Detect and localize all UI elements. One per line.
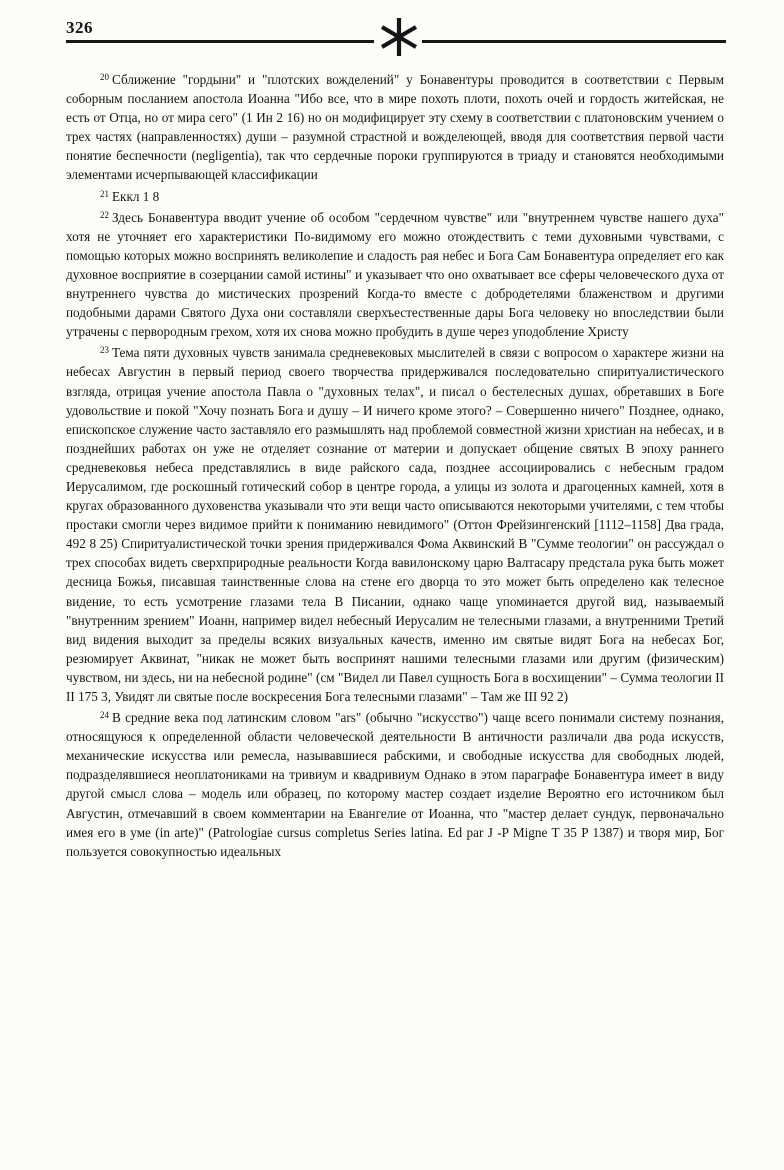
footnote-number: 23 bbox=[100, 345, 109, 356]
page-number: 326 bbox=[66, 18, 93, 37]
header-rule-left bbox=[66, 40, 374, 43]
footnote-20 bbox=[66, 68, 724, 185]
footnotes-body bbox=[66, 68, 724, 861]
footnote-number: 22 bbox=[100, 209, 109, 220]
footnote-24 bbox=[66, 706, 724, 861]
footnote-23 bbox=[66, 341, 724, 706]
footnote-21 bbox=[66, 185, 724, 206]
asterisk-ornament-icon bbox=[378, 16, 420, 58]
footnote-number: 20 bbox=[100, 72, 109, 82]
footnote-text: Еккл 1 8 bbox=[112, 188, 160, 204]
footnote-number: 24 bbox=[100, 710, 109, 721]
footnote-text: В средние века под латинским словом "ars" (обычно "искусство") чаще всего понимали систему познания, относящуюся к определенной области человеческой деятельности В античности различали два рода искусств, механические искусства или ремесла, называвшиеся рабскими, и свободные искусства для свободных людей, подразделявшиеся неоплатониками на тривиум и квадривиум Однако в этом параграфе Бонавентура имеет в виду другой смысл слова – модель или образец, по которому мастер создает изделие Вероятно его источником был Августин, отмечавший в своем комментарии на Евангелие от Иоанна, что "мастер делает сундук, первоначально имея его в уме (in arte)" (Patrologiae cursus completus Series latina. Ed par J -P Migne T 35 P 1387) и творя мир, Бог пользуется совокупностью идеальных bbox=[66, 710, 724, 859]
footnote-text: Сближение "гордыни" и "плотских вожделений" у Бонавентуры проводится в соответствии с Первым соборным посланием апостола Иоанна "Ибо все, что в мире похоть плоти, похоть очей и гордость житейская, не есть от Отца, но от мира сего" (1 Ин 2 16) но он модифицирует эту схему в соответствии с платоновским учением о трех частях (направленностях) души – разумной страстной и вожделеющей, вводя для соответствия первой части понятие беспечности (negligentia), так что сердечные пороки группируются в триаду и становятся необходимыми элементами исчерпывающей классификации bbox=[66, 72, 724, 183]
footnote-number: 21 bbox=[100, 188, 109, 199]
footnote-text: Тема пяти духовных чувств занимала средневековых мыслителей в связи с вопросом о характере жизни на небесах Августин в первый период своего творчества придерживался последовательно спиритуалистического взгляда, отрицая учение апостола Павла о "духовных телах", и писал о бестелесных душах, обретавших в Боге удовольствие и покой "Хочу познать Бога и душу – И ничего кроме этого? – Совершенно ничего" Позднее, однако, епископское служение часто заставляло его размышлять над проблемой совместной жизни христиан на небесах, и в позднейших работах он уже не отделяет сознание от материи и допускает общение святых В эпоху раннего средневековья небеса представлялись в виде райского сада, позднее ассоциировались с небесным градом Иерусалимом, где роскошный готический собор в центре города, а улицы из золота и драгоценных камней, хотя в кругах образованного духовенства указывали что эти вещи часто описываются некоторыми учителями, с тем чтобы простаки смогли через видимое прийти к пониманию невидимого" (Оттон Фрейзингенский [1112–1158] Два града, 492 8 25) Спиритуалистической точки зрения придерживался Фома Аквинский В "Сумме теологии" он рассуждал о трех способах видеть сверхприродные реальности Когда вавилонскому царю Валтасару предстала рука быть может десница Божья, писавшая таинственные слова на стене его дворца то это может быть определено как телесное видение, то есть усмотрение глазами тела В Писании, однако чаще упоминается другой вид, называемый "внутренним зрением" Иоанн, например видел небесный Иерусалим не телесными глазами, а внутренними Третий вид видения выходит за пределы всяких визуальных качеств, именно им святые видят Бога на небесах Бог, резюмирует Аквинат, "никак не может быть воспринят нашими телесными глазами или другим (физическим) чувством, ни здесь, ни на небесной родине" (см "Видел ли Павел сущность Бога в восхищении" – Сумма теологии II II 175 3, Увидят ли святые после воскресения Бога телесными глазами" – Там же III 92 2) bbox=[66, 345, 724, 704]
page-header bbox=[66, 12, 726, 60]
header-rule-right bbox=[422, 40, 726, 43]
footnote-22 bbox=[66, 206, 724, 342]
footnote-text: Здесь Бонавентура вводит учение об особом "сердечном чувстве" или "внутреннем чувстве нашего духа" хотя не уточняет его характеристики По-видимому его можно отождествить с теми духовными чувствами, с помощью которых можно воспринять великолепие и сладость рая небес и Бога Сам Бонавентура определяет его как духовное восприятие в созерцании самой истины" и указывает что оно охватывает все сферы человеческого духа от внутреннего чувства до мистических прозрений Когда-то вместе с добродетелями блаженством и другими подобными дарами Святого Духа они составляли сверхъестественные дары Бога человеку но впоследствии были утрачены с первородным грехом, хотя их снова можно пробудить в душе через уподобление Христу bbox=[66, 209, 724, 340]
